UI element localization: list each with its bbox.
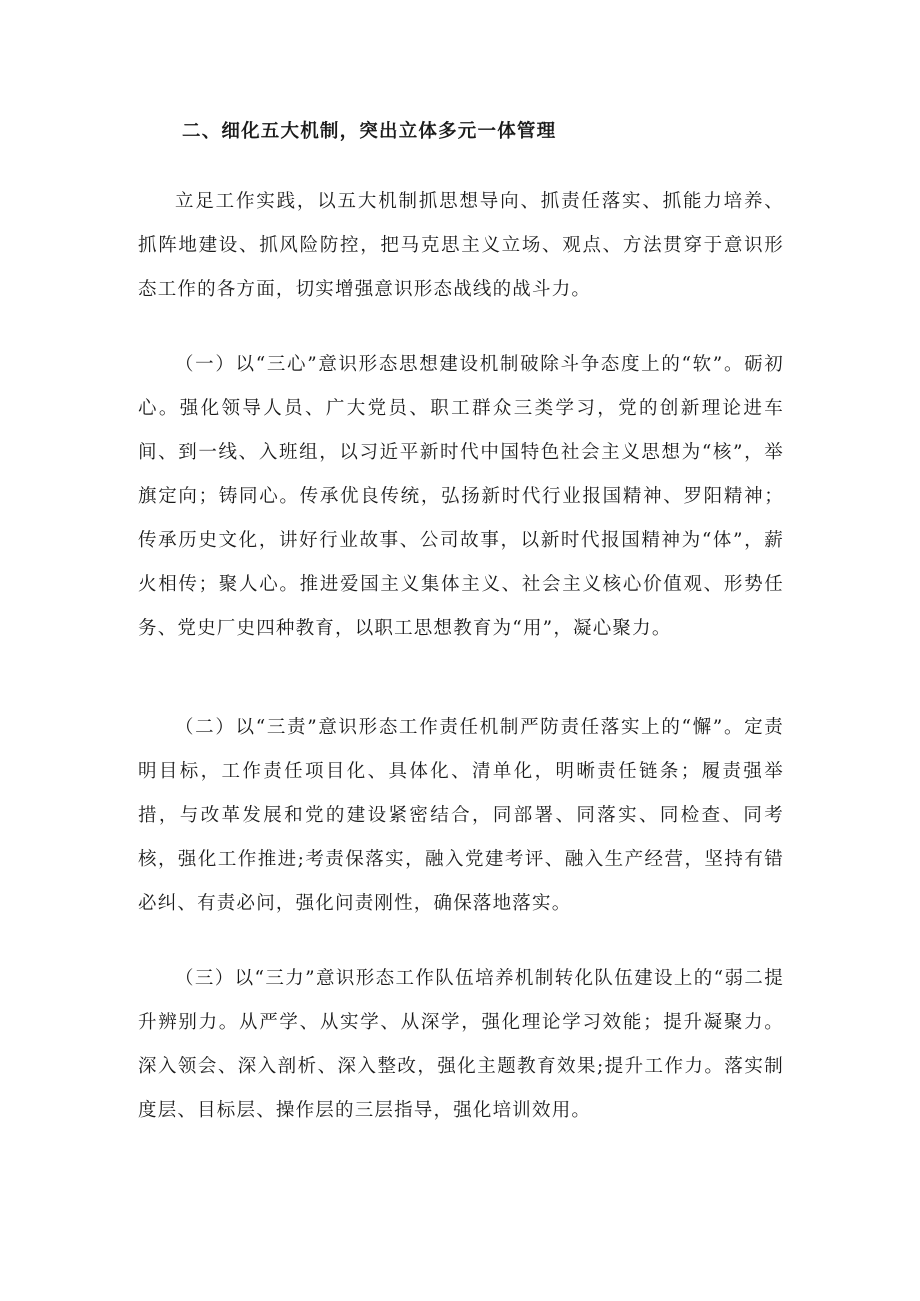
- paragraph-intro: 立足工作实践，以五大机制抓思想导向、抓责任落实、抓能力培养、抓阵地建设、抓风险防控，把马克思主义立场、观点、方法贯穿于意识形态工作的各方面，切实增强意识形态战线的战斗力。: [138, 191, 784, 300]
- paragraph-item-2: （二）以“三责”意识形态工作责任机制严防责任落实上的“懈”。定责明目标，工作责任项目化、具体化、清单化，明晰责任链条；履责强举措，与改革发展和党的建设紧密结合，同部署、同落实、同检查、同考核，强化工作推进;考责保落实，融入党建考评、融入生产经营，坚持有错必纠、有责必问，强化问责刚性，确保落地落实。: [138, 717, 784, 914]
- paragraph-item-3: （三）以“三力”意识形态工作队伍培养机制转化队伍建设上的“弱二提升辨别力。从严学、从实学、从深学，强化理论学习效能；提升凝聚力。深入领会、深入剖析、深入整改，强化主题教育效果;提升工作力。落实制度层、目标层、操作层的三层指导，强化培训效用。: [138, 968, 784, 1121]
- section-heading: 二、细化五大机制，突出立体多元一体管理: [182, 121, 557, 142]
- paragraph-item-1: （一）以“三心”意识形态思想建设机制破除斗争态度上的“软”。砺初心。强化领导人员、广大党员、职工群众三类学习，党的创新理论进车间、到一线、入班组，以习近平新时代中国特色社会主义思想为“核”，举旗定向；铸同心。传承优良传统，弘扬新时代行业报国精神、罗阳精神；传承历史文化，讲好行业故事、公司故事，以新时代报国精神为“体”，薪火相传；聚人心。推进爱国主义集体主义、社会主义核心价值观、形势任务、党史厂史四种教育，以职工思想教育为“用”，凝心聚力。: [138, 354, 784, 639]
